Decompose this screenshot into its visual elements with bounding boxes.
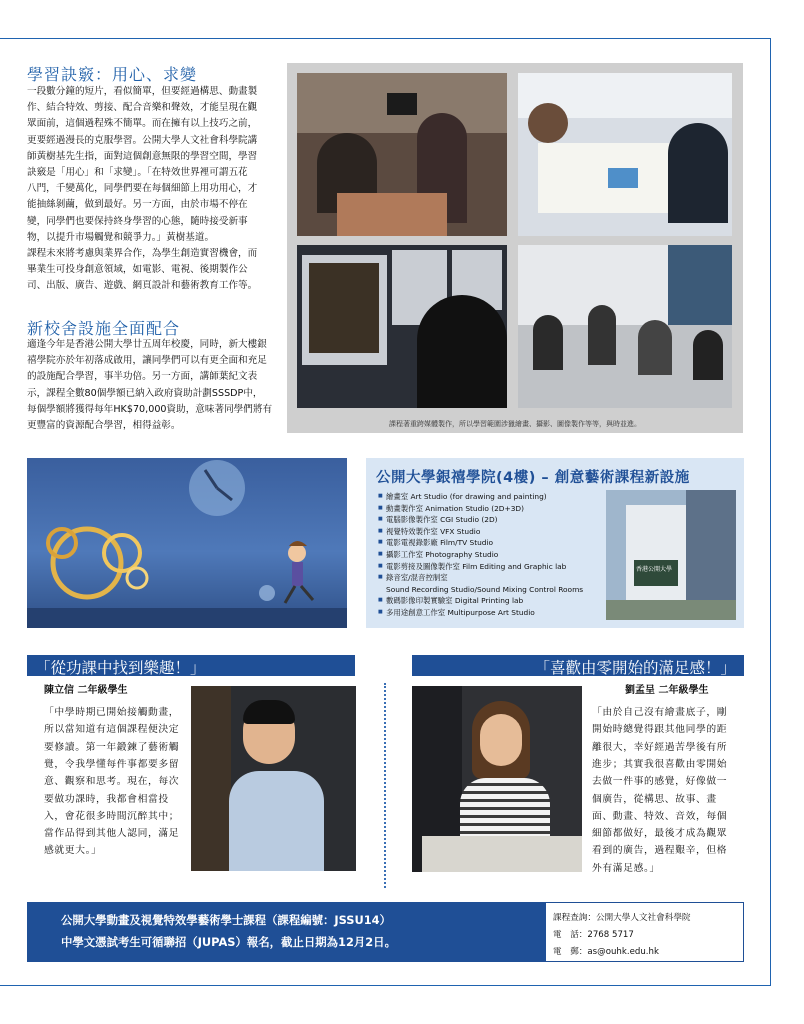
learning-line: 畢業生可投身創意領域，如電影、電視、後期製作公 [27,264,248,276]
learning-line: 變，同學們也要保持終身學習的心態，隨時接受新事 [27,215,248,227]
student2-headline: 「喜歡由零開始的滿足感！」 [534,659,736,677]
student2-quote-line: 個廣告，從構思、故事、畫 [592,793,717,805]
campus-line: 適逢今年是香港公開大學廿五周年校慶，同時，新大樓銀 [27,339,267,350]
section-title-learning: 學習訣竅：用心、求變 [27,65,198,84]
contact-box [545,902,744,962]
list-item: ■ 電腦影像製作室 CGI Studio (2D) [378,514,604,526]
programme-line-1: 公開大學動畫及視覺特效學藝術學士課程（課程編號：JSSU14） [61,913,392,927]
campus-line: 示，課程全數80個學額已納入政府資助計劃SSSDP中， [27,387,263,399]
campus-line: 禧學院亦於年初落成啟用，讓同學們可以有更全面和充足 [27,355,267,367]
campus-line: 每個學額將獲得每年HK$70,000資助，意味著同學們將有 [27,403,273,415]
photo-students-filming [297,73,507,236]
learning-line: 作、結合特效、剪接、配合音樂和聲效，才能呈現在觀 [27,102,258,114]
student2-photo [412,686,582,872]
collage-caption: 課程著重跨媒體製作，所以學習範圍涉獵繪畫、攝影、圖像製作等等，與時並進。 [389,420,641,428]
student2-quote-line: 開始時總覺得跟其他同學的距 [592,724,728,736]
student1-quote-line: 所以當知道有這個課程便決定 [44,724,180,736]
student2-quote-line: 看到的廣告，過程艱辛，但格 [592,845,728,857]
learning-line: 課程未來將考慮與業界合作，為學生創造實習機會，而 [27,248,258,259]
student1-quote-line: 當作品得到其他人認同，滿足 [44,828,180,840]
student1-quote-line: 要修讀。第一年鍛鍊了藝術觸 [44,741,180,753]
list-item: ■ 數碼影像印製實驗室 Digital Printing lab [378,595,604,607]
learning-line: 訣竅是「用心」和「求變」。「在特效世界裡可謂五花 [27,167,248,178]
list-item: ■ 多用途創意工作室 Multipurpose Art Studio [378,607,604,619]
learning-line: 物，以提升市場觸覺和競爭力。」黃樹基道。 [27,231,215,243]
student2-name: 劉孟呈 二年級學生 [625,685,709,696]
student1-quote-line: 覺，令我學懂每件事都要多留 [44,758,180,770]
learning-line: 司、出版、廣告、遊戲、網頁設計和藝術教育工作等。 [27,280,258,292]
list-item: ■ 電影電視錄影廠 Film/TV Studio [378,537,604,549]
building-photo [606,490,736,620]
photo-collage [287,63,743,433]
learning-line: 能抽絲剝繭，做到最好。另一方面，由於市場不停在 [27,199,248,211]
learning-line: 八門，千變萬化，同學們要在每個細節上用功用心，才 [27,183,258,195]
student1-quote-line: 意、觀察和思考。現在，每次 [44,776,180,788]
learning-line: 師黃樹基先生指，面對這個創意無限的學習空間，學習 [27,150,258,162]
animation-illustration [27,458,347,628]
photo-art-studio [518,245,732,408]
facilities-panel [366,458,744,628]
learning-line: 眾面前，這個過程殊不簡單。而在擁有以上技巧之前， [27,118,258,130]
contact-tel: 電 話：2768 5717 [553,930,634,940]
photo-editing-lab [297,245,507,408]
facilities-list [378,491,604,619]
facilities-title: 公開大學銀禧學院(4樓) – 創意藝術課程新設施 [376,470,690,486]
learning-line: 一段數分鐘的短片，看似簡單，但要經過構思、動畫製 [27,86,258,97]
contact-email[interactable]: 電 郵：as@ouhk.edu.hk [553,947,659,957]
list-item: ■ 動畫製作室 Animation Studio (2D+3D) [378,503,604,515]
student2-quote-line: 細節都做好，最後才成為觀眾 [592,828,728,840]
list-item: ■ 視覺特效製作室 VFX Studio [378,526,604,538]
animation-still-image [27,458,347,628]
column-divider [384,683,386,888]
list-item: ■ 錄音室/混音控制室 [378,572,604,584]
student2-quote-line: 外有滿足感。」 [592,862,660,874]
photo-painting-class [518,73,732,236]
student1-quote-line: 「中學時期已開始接觸動畫， [44,707,180,718]
student1-quote-line: 感就更大。」 [44,845,102,857]
student1-quote-line: 要做功課時，我都會相當投 [44,793,169,805]
student1-headline: 「從功課中找到樂趣！」 [35,659,206,677]
student2-quote-line: 「由於自己沒有繪畫底子，剛 [592,707,728,718]
learning-line: 更要經過漫長的克服學習。公開大學人文社會科學院講 [27,134,258,146]
list-item: ■ 攝影工作室 Photography Studio [378,549,604,561]
list-item: ■ 繪畫室 Art Studio (for drawing and painting) [378,491,604,503]
student2-quote-line: 進步；其實我很喜歡由零開始 [592,758,728,770]
contact-label: 課程查詢：公開大學人文社會科學院 [553,913,691,923]
campus-line: 的設施配合學習，事半功倍。另一方面，講師葉紀文表 [27,371,258,383]
programme-line-2: 中學文憑試考生可循聯招（JUPAS）報名，截止日期為12月2日。 [61,935,396,949]
programme-banner [27,902,545,962]
section-title-campus: 新校舍設施全面配合 [27,319,181,338]
list-item-continuation: Sound Recording Studio/Sound Mixing Control Rooms [386,584,584,594]
list-item: ■ 電影剪接及圖像製作室 Film Editing and Graphic lab [378,561,604,573]
student2-quote-line: 去做一件事的感覺，好像做一 [592,776,728,788]
student1-name: 陳立信 二年級學生 [44,685,128,696]
student2-quote-line: 離很大，幸好經過苦學後有所 [592,741,728,753]
student1-quote-line: 入，會花很多時間沉醉其中； [44,810,180,822]
quote-header-bar-2 [412,655,744,676]
building-sign: 香港公開大學 [636,566,673,573]
quote-header-bar-1 [27,655,355,676]
student1-photo [191,686,356,871]
student2-quote-line: 面、動畫、特效、音效，每個 [592,810,728,822]
campus-line: 更豐富的資源配合學習，相得益彰。 [27,420,181,431]
